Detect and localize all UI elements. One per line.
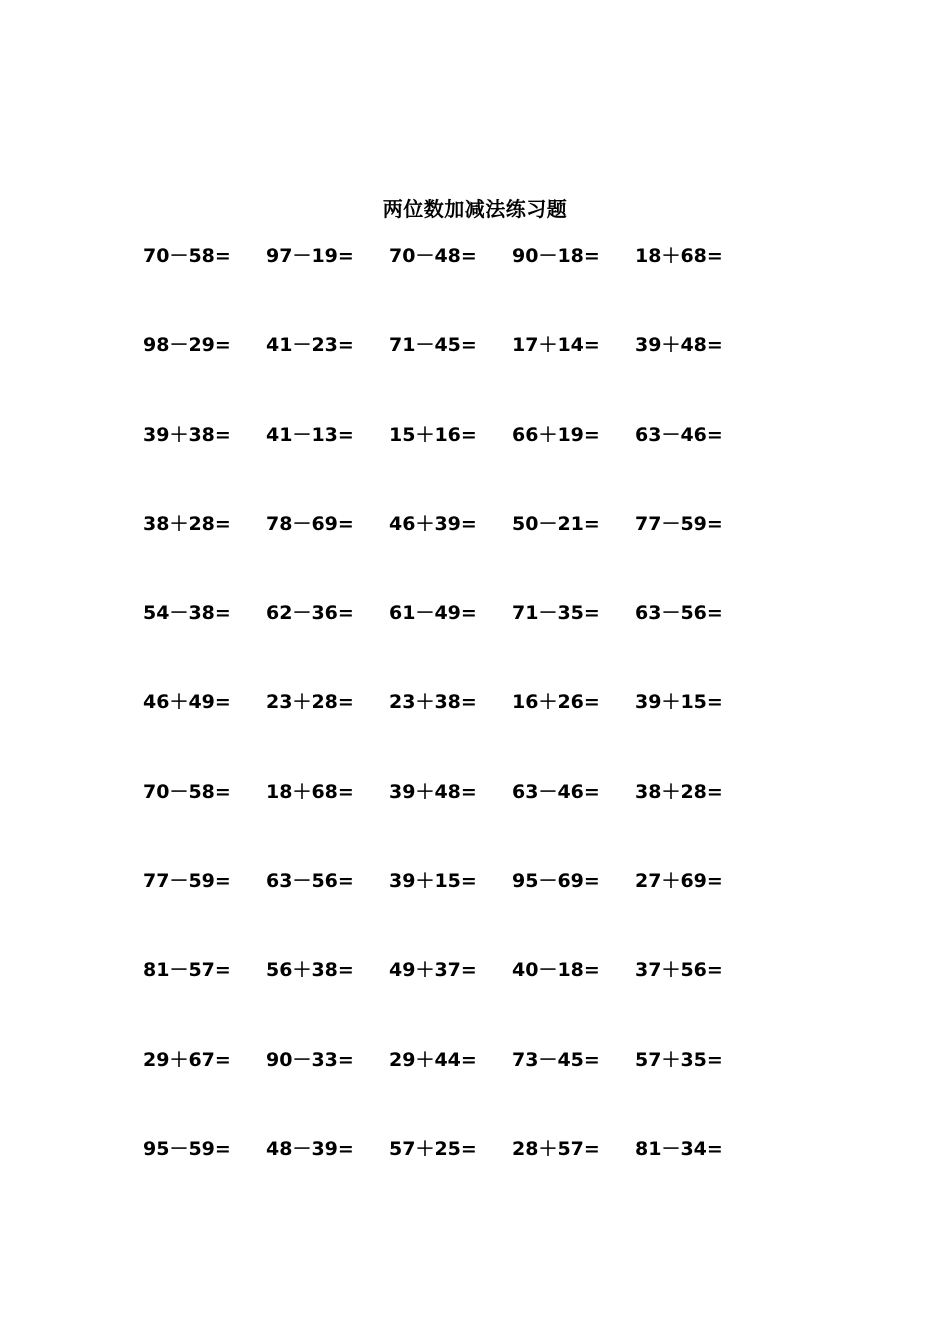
problem-item: 49＋37= bbox=[389, 959, 477, 982]
problem-item: 70－58= bbox=[143, 780, 231, 803]
problem-item: 46＋39= bbox=[389, 512, 477, 535]
problem-item: 56＋38= bbox=[266, 959, 354, 982]
problem-row bbox=[143, 1135, 783, 1224]
problem-item: 48－39= bbox=[266, 1137, 354, 1160]
problem-item: 61－49= bbox=[389, 602, 477, 625]
problem-item: 50－21= bbox=[512, 512, 600, 535]
problem-item: 81－57= bbox=[143, 959, 231, 982]
worksheet-title: 两位数加减法练习题 bbox=[382, 197, 568, 221]
problem-item: 81－34= bbox=[635, 1137, 723, 1160]
problem-row bbox=[143, 867, 783, 956]
problem-item: 63－46= bbox=[512, 780, 600, 803]
problem-item: 95－69= bbox=[512, 870, 600, 893]
problem-item: 63－56= bbox=[266, 870, 354, 893]
problem-row bbox=[143, 510, 783, 599]
problem-item: 38＋28= bbox=[143, 512, 231, 535]
problem-item: 57＋25= bbox=[389, 1137, 477, 1160]
problem-item: 71－45= bbox=[389, 334, 477, 357]
problem-item: 98－29= bbox=[143, 334, 231, 357]
problem-row bbox=[143, 331, 783, 420]
problem-row bbox=[143, 421, 783, 510]
problem-row bbox=[143, 956, 783, 1045]
problem-item: 63－56= bbox=[635, 602, 723, 625]
problem-item: 39＋48= bbox=[389, 780, 477, 803]
problem-item: 39＋15= bbox=[389, 870, 477, 893]
problem-item: 70－58= bbox=[143, 245, 231, 267]
problem-item: 70－48= bbox=[389, 245, 477, 267]
problem-row bbox=[143, 242, 783, 331]
problem-item: 18＋68= bbox=[266, 780, 354, 803]
problem-item: 77－59= bbox=[635, 512, 723, 535]
problem-item: 71－35= bbox=[512, 602, 600, 625]
problem-item: 46＋49= bbox=[143, 691, 231, 714]
problem-item: 54－38= bbox=[143, 602, 231, 625]
problem-item: 41－23= bbox=[266, 334, 354, 357]
problem-item: 95－59= bbox=[143, 1137, 231, 1160]
problem-item: 57＋35= bbox=[635, 1048, 723, 1071]
problem-grid bbox=[143, 242, 783, 1224]
problem-item: 78－69= bbox=[266, 512, 354, 535]
problem-item: 29＋44= bbox=[389, 1048, 477, 1071]
problem-item: 41－13= bbox=[266, 423, 354, 446]
problem-item: 17＋14= bbox=[512, 334, 600, 357]
problem-item: 77－59= bbox=[143, 870, 231, 893]
problem-item: 23＋38= bbox=[389, 691, 477, 714]
problem-item: 90－18= bbox=[512, 245, 600, 267]
problem-item: 15＋16= bbox=[389, 423, 477, 446]
problem-item: 27＋69= bbox=[635, 870, 723, 893]
problem-item: 39＋15= bbox=[635, 691, 723, 714]
problem-item: 28＋57= bbox=[512, 1137, 600, 1160]
problem-item: 18＋68= bbox=[635, 245, 723, 267]
problem-item: 37＋56= bbox=[635, 959, 723, 982]
problem-item: 73－45= bbox=[512, 1048, 600, 1071]
problem-item: 63－46= bbox=[635, 423, 723, 446]
problem-item: 39＋38= bbox=[143, 423, 231, 446]
problem-row bbox=[143, 778, 783, 867]
problem-item: 29＋67= bbox=[143, 1048, 231, 1071]
problem-item: 23＋28= bbox=[266, 691, 354, 714]
problem-row bbox=[143, 599, 783, 688]
problem-item: 90－33= bbox=[266, 1048, 354, 1071]
problem-item: 38＋28= bbox=[635, 780, 723, 803]
problem-row bbox=[143, 1046, 783, 1135]
problem-item: 39＋48= bbox=[635, 334, 723, 357]
problem-row bbox=[143, 688, 783, 777]
problem-item: 40－18= bbox=[512, 959, 600, 982]
problem-item: 97－19= bbox=[266, 245, 354, 267]
problem-item: 62－36= bbox=[266, 602, 354, 625]
problem-item: 66＋19= bbox=[512, 423, 600, 446]
problem-item: 16＋26= bbox=[512, 691, 600, 714]
